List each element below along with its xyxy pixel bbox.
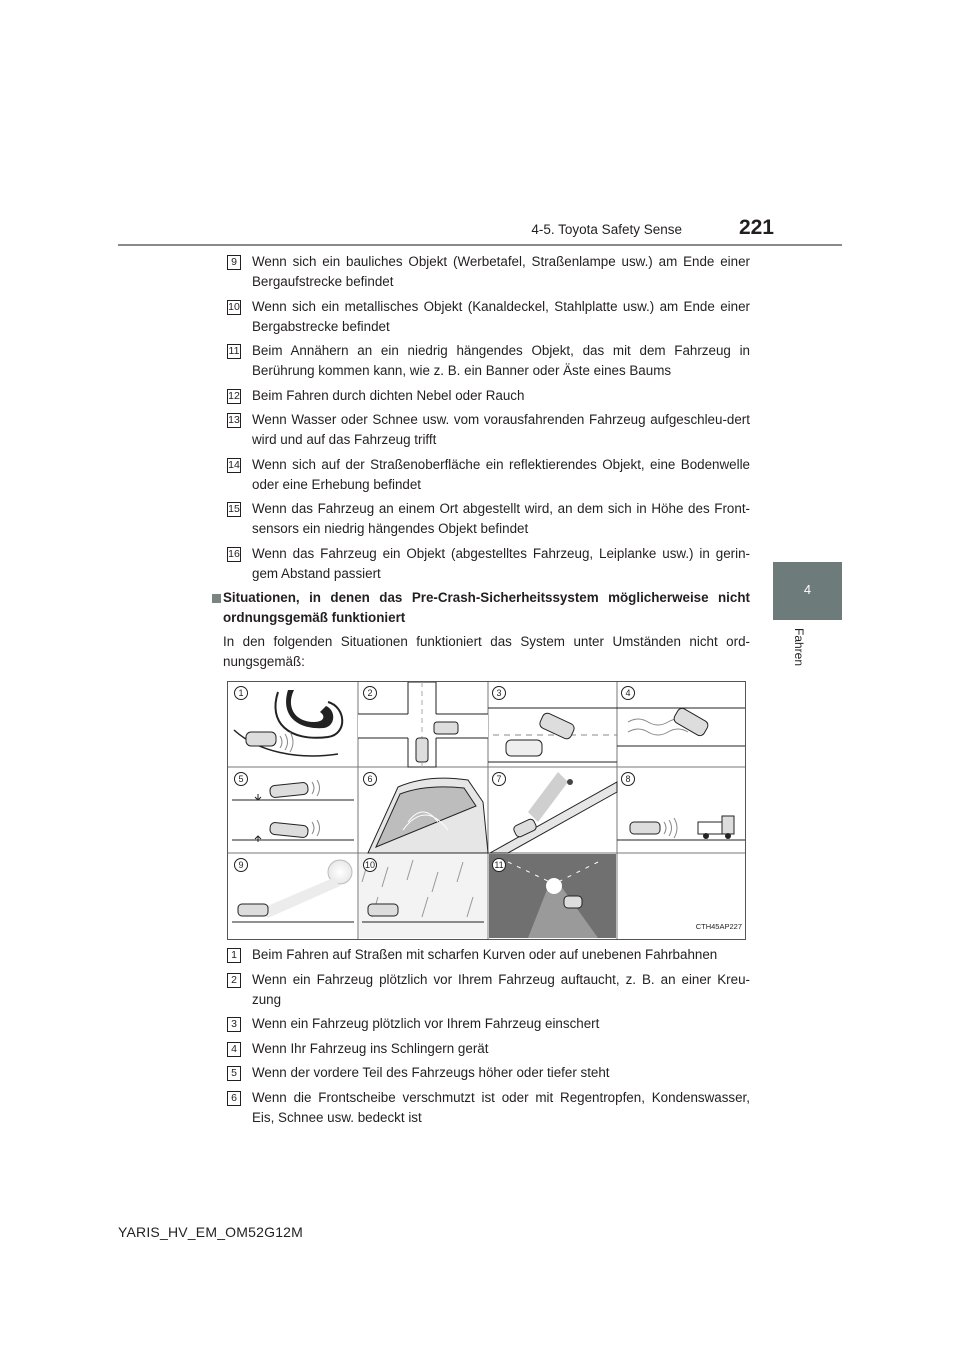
figure-label: 11 — [492, 858, 506, 872]
item-text: Wenn die Frontscheibe verschmutzt ist oder mit Regentropfen, Kondenswasser, Eis, Schnee usw. bedeckt ist — [252, 1089, 750, 1125]
heading-square-icon — [212, 594, 221, 603]
list-top — [212, 252, 750, 584]
list-item — [212, 410, 750, 450]
item-number: 2 — [227, 973, 241, 988]
list-item — [212, 499, 750, 539]
item-number: 6 — [227, 1091, 241, 1106]
truck-illustration — [617, 816, 745, 840]
item-number: 3 — [227, 1017, 241, 1032]
item-number: 5 — [227, 1066, 241, 1081]
item-text: Wenn das Fahrzeug an einem Ort abgestellt wird, an dem sich in Höhe des Front-sensors ein niedrig hängendes Objekt befindet — [252, 501, 750, 536]
list-item — [212, 1014, 750, 1034]
item-number: 9 — [227, 255, 241, 270]
list-item — [212, 1039, 750, 1059]
situations-figure — [227, 681, 746, 940]
intersection-illustration — [358, 682, 488, 767]
page-header — [0, 0, 960, 250]
item-text: Beim Annähern an ein niedrig hängendes Objekt, das mit dem Fahrzeug in Berührung kommen kann, wie z. B. ein Banner oder Äste eines Baums — [252, 343, 750, 378]
item-text: Wenn Ihr Fahrzeug ins Schlingern gerät — [252, 1040, 489, 1056]
item-number: 16 — [228, 547, 240, 560]
item-text: Wenn sich auf der Straßenoberfläche ein reflektierendes Objekt, eine Bodenwelle oder eine Erhebung befindet — [252, 456, 750, 492]
figure-label: 3 — [492, 686, 506, 700]
item-text: Wenn ein Fahrzeug plötzlich vor Ihrem Fahrzeug auftaucht, z. B. an einer Kreu-zung — [252, 971, 750, 1007]
section-intro: In den folgenden Situationen funktioniert das System unter Umständen nicht ord-nungsgemäß: — [223, 634, 750, 669]
item-text: Wenn sich ein metallisches Objekt (Kanaldeckel, Stahlplatte usw.) am Ende einer Bergabstrecke befindet — [252, 298, 750, 334]
list-item — [212, 1088, 750, 1128]
item-number: 12 — [228, 389, 240, 402]
figure-label: 9 — [234, 858, 248, 872]
windshield-illustration — [368, 778, 488, 853]
list-item — [212, 386, 750, 406]
section-title: 4-5. Toyota Safety Sense — [531, 222, 682, 237]
curve-road-illustration — [234, 690, 342, 756]
item-text: Wenn ein Fahrzeug plötzlich vor Ihrem Fahrzeug einschert — [252, 1016, 600, 1031]
item-number: 4 — [227, 1042, 241, 1057]
skid-illustration — [617, 707, 745, 746]
item-text: Beim Fahren durch dichten Nebel oder Rauch — [252, 387, 525, 403]
slope-illustration — [490, 772, 617, 853]
list-item — [212, 1063, 750, 1083]
item-text: Wenn der vordere Teil des Fahrzeugs höher oder tiefer steht — [252, 1065, 610, 1080]
figure-label: 7 — [492, 772, 506, 786]
figure-label: 5 — [234, 772, 248, 786]
figure-illustrations — [228, 682, 745, 939]
section-heading — [212, 588, 750, 628]
page-content — [212, 252, 750, 1132]
list-item — [212, 455, 750, 495]
list-item — [212, 297, 750, 337]
heading-text: Situationen, in denen das Pre-Crash-Sicherheitssystem möglicherweise nicht ordnungsgemäß funktioniert — [223, 590, 750, 625]
list-item — [212, 252, 750, 292]
item-number: 11 — [228, 345, 240, 357]
document-code: YARIS_HV_EM_OM52G12M — [118, 1224, 304, 1240]
header-rule — [118, 244, 842, 246]
list-bottom — [212, 945, 750, 1128]
figure-code: CTH45AP227 — [695, 922, 742, 931]
figure-label: 2 — [363, 686, 377, 700]
item-number: 15 — [228, 503, 240, 515]
page-number: 221 — [738, 216, 774, 239]
item-text: Beim Fahren auf Straßen mit scharfen Kurven oder auf unebenen Fahrbahnen — [252, 947, 718, 962]
list-item — [212, 970, 750, 1010]
item-text: Wenn sich ein bauliches Objekt (Werbetafel, Straßenlampe usw.) am Ende einer Bergaufstrecke befindet — [252, 254, 750, 289]
chapter-tab: 4 — [773, 562, 842, 620]
figure-label: 4 — [621, 686, 635, 700]
list-item — [212, 945, 750, 965]
cut-in-illustration — [488, 708, 617, 762]
vehicle-height-illustration — [232, 780, 354, 842]
chapter-tab-label: Fahren — [792, 628, 806, 667]
figure-label: 10 — [364, 860, 375, 870]
item-text: Wenn Wasser oder Schnee usw. vom vorausfahrenden Fahrzeug aufgeschleu-dert wird und auf das Fahrzeug trifft — [252, 412, 750, 447]
figure-label: 8 — [621, 772, 635, 786]
item-text: Wenn das Fahrzeug ein Objekt (abgestelltes Fahrzeug, Leiplanke usw.) in gerin-gem Abstand passiert — [252, 545, 750, 581]
item-number: 1 — [227, 948, 241, 963]
item-number: 10 — [228, 300, 240, 313]
rain-illustration — [359, 854, 487, 938]
figure-label: 1 — [234, 686, 248, 700]
tunnel-illustration — [489, 854, 616, 938]
item-number: 13 — [228, 414, 240, 426]
sun-glare-illustration — [232, 860, 354, 922]
list-item — [212, 341, 750, 381]
list-item — [212, 544, 750, 584]
item-number: 14 — [228, 458, 240, 471]
figure-label: 6 — [363, 772, 377, 786]
